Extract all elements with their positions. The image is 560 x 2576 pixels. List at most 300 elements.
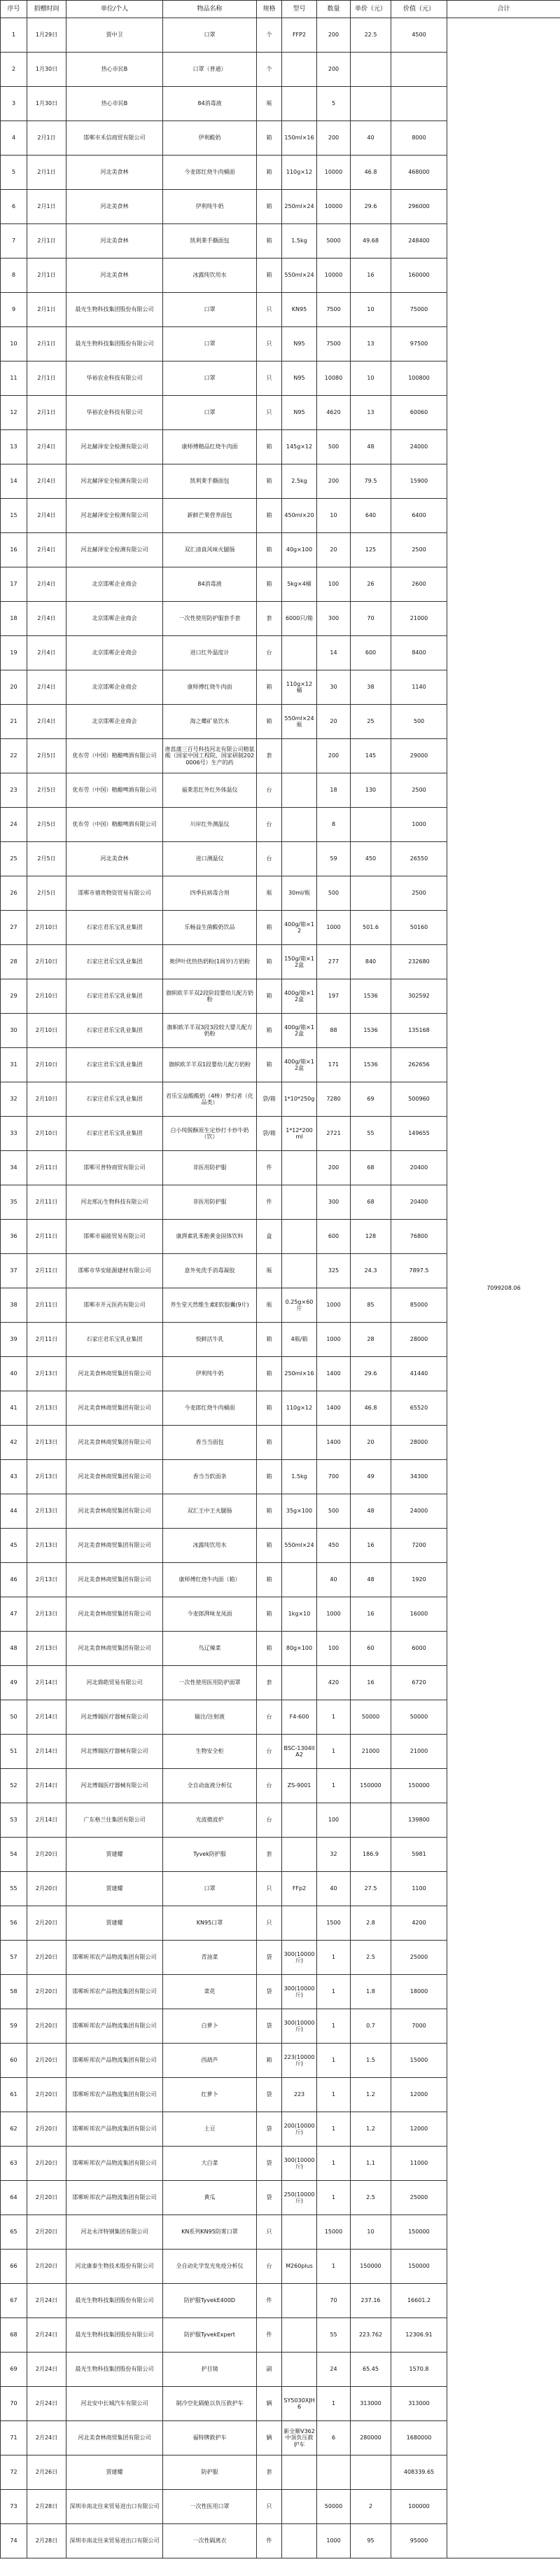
cell-model: 4瓶/箱 xyxy=(282,1323,317,1357)
cell-donor: 石家庄君乐宝乳业集团 xyxy=(66,1117,163,1151)
cell-value: 1680000 xyxy=(391,2421,447,2456)
cell-date: 2月5日 xyxy=(27,808,66,842)
cell-qty: 7280 xyxy=(317,1082,351,1117)
cell-qty: 1 xyxy=(317,2078,351,2112)
cell-date: 2月4日 xyxy=(27,499,66,533)
cell-item: 菜花 xyxy=(163,1975,257,2009)
cell-donor: 河北博瑞医疗器械有限公司 xyxy=(66,1700,163,1735)
cell-no: 74 xyxy=(1,2524,27,2558)
cell-donor: 广东格兰仕集团有限公司 xyxy=(66,1803,163,1838)
cell-item: 养生堂天然维生素E软胶囊(9片) xyxy=(163,1288,257,1323)
cell-model xyxy=(282,1185,317,1220)
cell-qty: 1 xyxy=(317,1700,351,1735)
cell-date: 2月4日 xyxy=(27,533,66,567)
cell-item: KN95口罩 xyxy=(163,1906,257,1941)
cell-no: 7 xyxy=(1,224,27,259)
cell-price: 49.68 xyxy=(351,224,391,259)
cell-price: 22.5 xyxy=(351,18,391,53)
cell-item: 口罩 xyxy=(163,361,257,396)
cell-price: 28 xyxy=(351,1323,391,1357)
cell-price: 2 xyxy=(351,2490,391,2524)
cell-price: 50000 xyxy=(351,1700,391,1735)
cell-item: 一次性隔离衣 xyxy=(163,2524,257,2558)
cell-date: 2月10日 xyxy=(27,1082,66,1117)
cell-price: 150000 xyxy=(351,2250,391,2284)
cell-date: 2月24日 xyxy=(27,2421,66,2456)
cell-value: 41440 xyxy=(391,1357,447,1391)
cell-donor: 河北美食林商贸集团有限公司 xyxy=(66,1632,163,1666)
cell-spec: 只 xyxy=(257,293,282,327)
cell-item: 君乐宝益酸酸奶（4棒）梦幻者（化品类） xyxy=(163,1082,257,1117)
cell-spec: 只 xyxy=(257,2215,282,2250)
cell-qty: 1 xyxy=(317,2250,351,2284)
cell-item: 红萝卜 xyxy=(163,2078,257,2112)
cell-date: 2月20日 xyxy=(27,1838,66,1872)
cell-item: 伊利酸奶 xyxy=(163,121,257,156)
cell-no: 25 xyxy=(1,842,27,876)
cell-no: 27 xyxy=(1,911,27,945)
cell-date: 2月13日 xyxy=(27,1357,66,1391)
cell-model: ZS-9001 xyxy=(282,1769,317,1803)
cell-qty: 100 xyxy=(317,1632,351,1666)
cell-value: 100800 xyxy=(391,361,447,396)
cell-value: 313000 xyxy=(391,2387,447,2421)
cell-date: 2月24日 xyxy=(27,2387,66,2421)
cell-spec: 箱 xyxy=(257,430,282,464)
cell-price: 1.2 xyxy=(351,2078,391,2112)
cell-no: 66 xyxy=(1,2250,27,2284)
header-cell-total: 合计 xyxy=(447,1,560,18)
cell-date: 2月20日 xyxy=(27,2112,66,2147)
cell-qty: 1 xyxy=(317,2009,351,2044)
cell-spec: 件 xyxy=(257,2284,282,2318)
cell-price: 313000 xyxy=(351,2387,391,2421)
cell-model: N95 xyxy=(282,361,317,396)
cell-item: 海之蝶矿泉饮水 xyxy=(163,705,257,739)
cell-donor: 河北美食林商贸集团有限公司 xyxy=(66,1597,163,1632)
cell-item: 悦鲜活牛乳 xyxy=(163,1323,257,1357)
cell-spec: 箱 xyxy=(257,1529,282,1563)
cell-price xyxy=(351,87,391,121)
cell-item: 冰露纯饮用水 xyxy=(163,1529,257,1563)
cell-no: 60 xyxy=(1,2044,27,2078)
cell-donor: 河北赫泽安全检测有限公司 xyxy=(66,430,163,464)
cell-date: 2月10日 xyxy=(27,911,66,945)
cell-qty: 1 xyxy=(317,2181,351,2215)
cell-donor: 贾建耀 xyxy=(66,1906,163,1941)
cell-model xyxy=(282,87,317,121)
cell-price: 46.8 xyxy=(351,1391,391,1426)
cell-spec: 件 xyxy=(257,2318,282,2353)
cell-qty: 20 xyxy=(317,705,351,739)
cell-price: 1.5 xyxy=(351,2044,391,2078)
cell-price: 600 xyxy=(351,636,391,670)
cell-spec: 箱 xyxy=(257,1323,282,1357)
cell-spec: 袋 xyxy=(257,2078,282,2112)
cell-no: 58 xyxy=(1,1975,27,2009)
cell-value: 12306.91 xyxy=(391,2318,447,2353)
cell-date: 2月11日 xyxy=(27,1254,66,1288)
cell-qty: 6 xyxy=(317,2421,351,2456)
cell-item: 一次性使用防护服套手套 xyxy=(163,602,257,636)
cell-value: 1000 xyxy=(391,808,447,842)
cell-donor: 石家庄君乐宝乳业集团 xyxy=(66,1048,163,1082)
cell-value: 15000 xyxy=(391,2044,447,2078)
cell-no: 20 xyxy=(1,670,27,705)
cell-item: 旗帜欧羊羊双2段阶段婴幼儿配方奶粉 xyxy=(163,979,257,1014)
cell-model: 110g×12 xyxy=(282,156,317,190)
cell-spec: 箱 xyxy=(257,1632,282,1666)
cell-donor: 贾建耀 xyxy=(66,1872,163,1906)
cell-donor: 河北鼎皓贸易有限公司 xyxy=(66,1666,163,1700)
cell-date: 2月1日 xyxy=(27,327,66,361)
cell-item: 康师傅红烧牛肉面（箱） xyxy=(163,1563,257,1597)
cell-spec: 袋/箱 xyxy=(257,1082,282,1117)
cell-model xyxy=(282,2284,317,2318)
cell-donor: 河北安中长城汽车有限公司 xyxy=(66,2387,163,2421)
cell-item: 口罩 xyxy=(163,1872,257,1906)
cell-item: 福特牌救护车 xyxy=(163,2421,257,2456)
cell-spec: 箱 xyxy=(257,670,282,705)
cell-model: 5kg×4桶 xyxy=(282,567,317,602)
cell-spec: 台 xyxy=(257,1700,282,1735)
cell-model: 550ml×24瓶 xyxy=(282,705,317,739)
cell-value: 18000 xyxy=(391,1975,447,2009)
cell-donor: 晨光生物科技集团股份有限公司 xyxy=(66,293,163,327)
cell-no: 37 xyxy=(1,1254,27,1288)
cell-no: 34 xyxy=(1,1151,27,1185)
cell-item: 大白菜 xyxy=(163,2147,257,2181)
cell-donor: 热心市民B xyxy=(66,87,163,121)
cell-date: 2月20日 xyxy=(27,2215,66,2250)
cell-spec: 箱 xyxy=(257,1426,282,1460)
cell-item: 康师傅红烧牛肉面 xyxy=(163,670,257,705)
cell-no: 31 xyxy=(1,1048,27,1082)
cell-price: 450 xyxy=(351,842,391,876)
cell-value: 149655 xyxy=(391,1117,447,1151)
cell-spec: 台 xyxy=(257,636,282,670)
cell-no: 15 xyxy=(1,499,27,533)
cell-item: 凯利莱手撕面包 xyxy=(163,224,257,259)
cell-qty: 18 xyxy=(317,773,351,808)
cell-model: 400g/箱×12盒 xyxy=(282,1048,317,1082)
cell-value: 60060 xyxy=(391,396,447,430)
cell-donor: 石家庄君乐宝乳业集团 xyxy=(66,945,163,979)
cell-value: 1140 xyxy=(391,670,447,705)
cell-date: 2月14日 xyxy=(27,1769,66,1803)
cell-value: 135168 xyxy=(391,1014,447,1048)
cell-item: 护目镜 xyxy=(163,2353,257,2387)
cell-value: 150000 xyxy=(391,2215,447,2250)
cell-model xyxy=(282,1254,317,1288)
cell-item: 福莱思红外红外体温仪 xyxy=(163,773,257,808)
cell-spec: 只 xyxy=(257,1872,282,1906)
cell-donor: 石家庄君乐宝乳业集团 xyxy=(66,911,163,945)
cell-no: 49 xyxy=(1,1666,27,1700)
cell-date: 2月1日 xyxy=(27,224,66,259)
cell-qty: 1500 xyxy=(317,1906,351,1941)
cell-item: 口罩 xyxy=(163,396,257,430)
cell-date: 2月28日 xyxy=(27,2524,66,2558)
cell-date: 1月29日 xyxy=(27,18,66,53)
cell-price: 38 xyxy=(351,670,391,705)
cell-spec: 瓶 xyxy=(257,87,282,121)
cell-date: 2月13日 xyxy=(27,1632,66,1666)
cell-date: 2月10日 xyxy=(27,1048,66,1082)
cell-qty: 88 xyxy=(317,1014,351,1048)
cell-donor: 邯郸昕邦农产品物流集团有限公司 xyxy=(66,2147,163,2181)
cell-donor: 邯郸昕邦农产品物流集团有限公司 xyxy=(66,2112,163,2147)
cell-spec: 袋 xyxy=(257,2147,282,2181)
cell-value: 28000 xyxy=(391,1323,447,1357)
cell-donor: 石家庄君乐宝乳业集团 xyxy=(66,1014,163,1048)
cell-date: 2月26日 xyxy=(27,2456,66,2490)
cell-price: 40 xyxy=(351,121,391,156)
cell-value: 95000 xyxy=(391,2524,447,2558)
cell-value: 160000 xyxy=(391,259,447,293)
cell-item: 进口红外温度计 xyxy=(163,636,257,670)
cell-value: 302592 xyxy=(391,979,447,1014)
cell-price: 79.5 xyxy=(351,464,391,499)
cell-no: 21 xyxy=(1,705,27,739)
cell-donor: 邯郸市开元医药有限公司 xyxy=(66,1288,163,1323)
cell-model xyxy=(282,53,317,87)
cell-item: 非医用防护服 xyxy=(163,1185,257,1220)
cell-price: 29.6 xyxy=(351,190,391,224)
cell-date: 2月1日 xyxy=(27,396,66,430)
cell-no: 38 xyxy=(1,1288,27,1323)
cell-spec: 瓶 xyxy=(257,1288,282,1323)
cell-item: 四季抗病毒合剂 xyxy=(163,876,257,911)
cell-date: 2月10日 xyxy=(27,1117,66,1151)
cell-price xyxy=(351,1803,391,1838)
cell-qty: 1400 xyxy=(317,1426,351,1460)
cell-no: 67 xyxy=(1,2284,27,2318)
cell-qty: 100 xyxy=(317,567,351,602)
cell-price: 145 xyxy=(351,739,391,773)
cell-spec: 箱 xyxy=(257,499,282,533)
cell-item: 防护服TyvekE400D xyxy=(163,2284,257,2318)
cell-no: 57 xyxy=(1,1941,27,1975)
cell-price: 16 xyxy=(351,259,391,293)
cell-qty: 277 xyxy=(317,945,351,979)
cell-date: 2月10日 xyxy=(27,1014,66,1048)
cell-value: 28000 xyxy=(391,1426,447,1460)
cell-date: 1月30日 xyxy=(27,87,66,121)
cell-model: 223 xyxy=(282,2078,317,2112)
cell-qty: 200 xyxy=(317,1151,351,1185)
cell-item: 伊利纯牛奶 xyxy=(163,1357,257,1391)
cell-price: 60 xyxy=(351,1632,391,1666)
cell-model: F4-600 xyxy=(282,1700,317,1735)
cell-value: 1570.8 xyxy=(391,2353,447,2387)
cell-value: 408339.65 xyxy=(391,2456,447,2490)
header-cell-date: 捐赠时间 xyxy=(27,1,66,18)
cell-value: 2600 xyxy=(391,567,447,602)
cell-qty: 1 xyxy=(317,2387,351,2421)
cell-model: 300(10000斤) xyxy=(282,1941,317,1975)
cell-date: 2月1日 xyxy=(27,121,66,156)
cell-item: 输注/注射液 xyxy=(163,1700,257,1735)
cell-value: 15900 xyxy=(391,464,447,499)
cell-qty: 197 xyxy=(317,979,351,1014)
header-cell-donor: 单位/个人 xyxy=(66,1,163,18)
cell-model xyxy=(282,808,317,842)
cell-price: 48 xyxy=(351,1494,391,1529)
cell-qty: 1 xyxy=(317,1941,351,1975)
cell-no: 13 xyxy=(1,430,27,464)
cell-model: 1*12*200ml xyxy=(282,1117,317,1151)
cell-no: 64 xyxy=(1,2181,27,2215)
cell-item: 双汇清真风味火腿肠 xyxy=(163,533,257,567)
cell-item: KN系列KN95防雾口罩 xyxy=(163,2215,257,2250)
cell-donor: 河北美食林商贸集团有限公司 xyxy=(66,1426,163,1460)
cell-donor: 晨光生物科技集团股份有限公司 xyxy=(66,2284,163,2318)
cell-date: 2月14日 xyxy=(27,1803,66,1838)
cell-item: 非医用防护服 xyxy=(163,1151,257,1185)
cell-no: 26 xyxy=(1,876,27,911)
cell-date: 2月5日 xyxy=(27,739,66,773)
cell-item: 冰露纯饮用水 xyxy=(163,259,257,293)
cell-value: 8000 xyxy=(391,121,447,156)
cell-value: 12000 xyxy=(391,2078,447,2112)
cell-model: FFp2 xyxy=(282,1872,317,1906)
cell-value: 97500 xyxy=(391,327,447,361)
cell-no: 18 xyxy=(1,602,27,636)
cell-value: 8400 xyxy=(391,636,447,670)
cell-qty: 50000 xyxy=(317,2490,351,2524)
cell-donor: 河北美食林 xyxy=(66,842,163,876)
cell-price: 95 xyxy=(351,2524,391,2558)
cell-item: 白小纯脱酥原生定炒打卡炒牛奶（饮） xyxy=(163,1117,257,1151)
cell-donor: 河北美食林商贸集团有限公司 xyxy=(66,1494,163,1529)
cell-value: 25000 xyxy=(391,1941,447,1975)
header-row xyxy=(1,1,560,18)
cell-qty: 500 xyxy=(317,1494,351,1529)
cell-value xyxy=(391,53,447,87)
cell-price: 69 xyxy=(351,1082,391,1117)
cell-model: N95 xyxy=(282,396,317,430)
cell-price: 280000 xyxy=(351,2421,391,2456)
cell-donor: 河北赫泽安全检测有限公司 xyxy=(66,533,163,567)
cell-model xyxy=(282,636,317,670)
cell-date: 2月4日 xyxy=(27,430,66,464)
cell-spec: 箱 xyxy=(257,259,282,293)
cell-date: 2月20日 xyxy=(27,2250,66,2284)
cell-item: 康师傅精品红烧牛肉面 xyxy=(163,430,257,464)
cell-price: 1.2 xyxy=(351,2112,391,2147)
cell-price: 55 xyxy=(351,1117,391,1151)
cell-item: 今麦郎红烧牛肉桶面 xyxy=(163,156,257,190)
cell-spec: 箱 xyxy=(257,190,282,224)
cell-date: 2月13日 xyxy=(27,1529,66,1563)
cell-spec: 箱 xyxy=(257,705,282,739)
cell-date: 2月4日 xyxy=(27,705,66,739)
cell-donor: 贾建耀 xyxy=(66,1838,163,1872)
cell-value: 21000 xyxy=(391,602,447,636)
cell-value: 76800 xyxy=(391,1220,447,1254)
cell-qty: 70 xyxy=(317,2284,351,2318)
cell-donor: 北京邯郸企业商会 xyxy=(66,670,163,705)
cell-date: 2月20日 xyxy=(27,1975,66,2009)
cell-model: 250(10000斤) xyxy=(282,2181,317,2215)
cell-model xyxy=(282,1151,317,1185)
cell-donor: 石家庄君乐宝乳业集团 xyxy=(66,979,163,1014)
cell-date: 2月11日 xyxy=(27,1288,66,1323)
cell-qty xyxy=(317,2456,351,2490)
cell-model: 6000只/箱 xyxy=(282,602,317,636)
cell-date: 2月11日 xyxy=(27,1185,66,1220)
cell-item: 一次性医用口罩 xyxy=(163,2490,257,2524)
cell-item: 进口测温仪 xyxy=(163,842,257,876)
cell-price xyxy=(351,53,391,87)
cell-qty: 20 xyxy=(317,533,351,567)
cell-no: 65 xyxy=(1,2215,27,2250)
cell-date: 2月11日 xyxy=(27,1151,66,1185)
cell-qty: 40 xyxy=(317,1872,351,1906)
cell-model: 200(10000斤) xyxy=(282,2112,317,2147)
cell-price: 48 xyxy=(351,1563,391,1597)
cell-value: 500 xyxy=(391,705,447,739)
cell-item: 康湃素乳苯酚黄金固体饮料 xyxy=(163,1220,257,1254)
cell-value: 24000 xyxy=(391,1494,447,1529)
cell-qty: 1 xyxy=(317,2112,351,2147)
cell-spec: 套 xyxy=(257,602,282,636)
cell-donor: 北京邯郸企业商会 xyxy=(66,705,163,739)
cell-date: 2月24日 xyxy=(27,2284,66,2318)
cell-date: 2月20日 xyxy=(27,2181,66,2215)
cell-qty: 100 xyxy=(317,1803,351,1838)
cell-value: 150000 xyxy=(391,1769,447,1803)
cell-no: 33 xyxy=(1,1117,27,1151)
cell-value: 100000 xyxy=(391,2490,447,2524)
cell-spec: 箱 xyxy=(257,533,282,567)
cell-no: 46 xyxy=(1,1563,27,1597)
cell-qty: 2721 xyxy=(317,1117,351,1151)
cell-qty: 10000 xyxy=(317,259,351,293)
cell-item: 川岸红外测温仪 xyxy=(163,808,257,842)
cell-qty: 1000 xyxy=(317,911,351,945)
cell-no: 10 xyxy=(1,327,27,361)
cell-model xyxy=(282,1426,317,1460)
cell-donor: 河北美食林 xyxy=(66,224,163,259)
cell-price: 85 xyxy=(351,1288,391,1323)
cell-no: 6 xyxy=(1,190,27,224)
cell-no: 40 xyxy=(1,1357,27,1391)
cell-donor: 河北赫泽安全检测有限公司 xyxy=(66,464,163,499)
cell-spec: 袋 xyxy=(257,2112,282,2147)
cell-spec: 箱 xyxy=(257,1597,282,1632)
cell-model xyxy=(282,2524,317,2558)
cell-no: 29 xyxy=(1,979,27,1014)
cell-date: 2月13日 xyxy=(27,1494,66,1529)
cell-item: 口罩 xyxy=(163,18,257,53)
cell-spec: 件 xyxy=(257,1151,282,1185)
cell-value: 7200 xyxy=(391,1529,447,1563)
cell-donor: 邯郸市禧贵物资贸易有限公司 xyxy=(66,876,163,911)
cell-donor: 河北美食林商贸集团有限公司 xyxy=(66,1529,163,1563)
cell-value: 29000 xyxy=(391,739,447,773)
cell-no: 9 xyxy=(1,293,27,327)
cell-model: KN95 xyxy=(282,293,317,327)
cell-date: 2月13日 xyxy=(27,1563,66,1597)
cell-qty: 1 xyxy=(317,2044,351,2078)
cell-spec: 辆 xyxy=(257,2387,282,2421)
cell-spec: 箱 xyxy=(257,2044,282,2078)
cell-donor: 深圳市南北往来贸易进出口有限公司 xyxy=(66,2490,163,2524)
cell-price xyxy=(351,876,391,911)
cell-donor: 河北美食林 xyxy=(66,259,163,293)
